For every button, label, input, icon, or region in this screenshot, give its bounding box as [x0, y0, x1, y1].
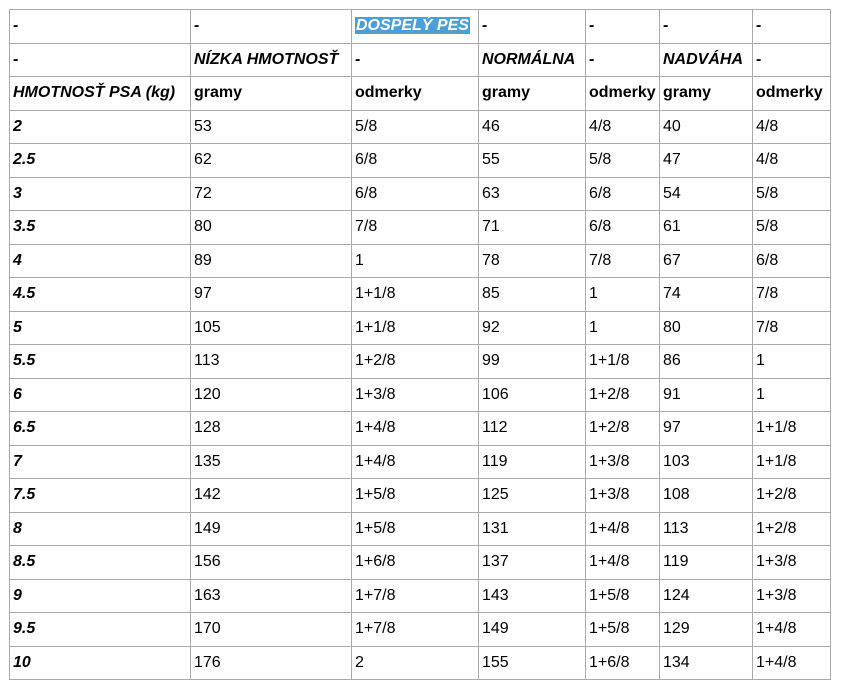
table-cell: 142 — [191, 479, 352, 513]
table-cell: 62 — [191, 144, 352, 178]
table-cell: 1+2/8 — [586, 412, 660, 446]
table-cell: 163 — [191, 579, 352, 613]
dog-weight-cell: 2.5 — [10, 144, 191, 178]
table-cell: 1+1/8 — [753, 412, 831, 446]
table-cell: 1+3/8 — [753, 546, 831, 580]
table-cell: 89 — [191, 244, 352, 278]
table-cell: 1+4/8 — [753, 613, 831, 647]
table-cell: 106 — [479, 378, 586, 412]
header-row — [10, 10, 831, 44]
table-row — [10, 110, 831, 144]
table-row — [10, 445, 831, 479]
header-row — [10, 77, 831, 111]
table-cell: 143 — [479, 579, 586, 613]
table-cell: 46 — [479, 110, 586, 144]
table-cell: 53 — [191, 110, 352, 144]
table-cell: 135 — [191, 445, 352, 479]
section-title-highlight — [352, 10, 479, 44]
table-cell: 149 — [191, 512, 352, 546]
header-cell: - — [586, 10, 660, 44]
table-cell: 1+1/8 — [352, 278, 479, 312]
table-cell: 97 — [191, 278, 352, 312]
header-cell: gramy — [191, 77, 352, 111]
table-cell: 1+3/8 — [586, 479, 660, 513]
table-cell: 1+2/8 — [753, 512, 831, 546]
table-cell: 5/8 — [586, 144, 660, 178]
table-cell: 1+6/8 — [586, 646, 660, 680]
table-cell: 1+1/8 — [586, 345, 660, 379]
table-cell: 1+4/8 — [586, 546, 660, 580]
header-cell: - — [586, 43, 660, 77]
table-cell: 156 — [191, 546, 352, 580]
table-cell: 1+3/8 — [586, 445, 660, 479]
table-cell: 119 — [479, 445, 586, 479]
table-cell: 1+3/8 — [753, 579, 831, 613]
table-cell: 40 — [660, 110, 753, 144]
table-cell: 1+7/8 — [352, 613, 479, 647]
table-cell: 6/8 — [586, 177, 660, 211]
table-cell: 155 — [479, 646, 586, 680]
header-cell: - — [660, 10, 753, 44]
table-cell: 129 — [660, 613, 753, 647]
table-cell: 1 — [753, 345, 831, 379]
header-cell: odmerky — [753, 77, 831, 111]
table-cell: 4/8 — [753, 144, 831, 178]
table-cell: 85 — [479, 278, 586, 312]
table-cell: 7/8 — [753, 278, 831, 312]
header-cell: NADVÁHA — [660, 43, 753, 77]
table-cell: 125 — [479, 479, 586, 513]
table-cell: 80 — [660, 311, 753, 345]
table-cell: 1+4/8 — [586, 512, 660, 546]
table-cell: 170 — [191, 613, 352, 647]
header-row — [10, 43, 831, 77]
table-cell: 86 — [660, 345, 753, 379]
table-row — [10, 177, 831, 211]
table-row — [10, 646, 831, 680]
table-cell: 1+4/8 — [352, 412, 479, 446]
table-cell: 149 — [479, 613, 586, 647]
header-cell: NORMÁLNA — [479, 43, 586, 77]
dog-weight-cell: 2 — [10, 110, 191, 144]
dog-weight-cell: 4 — [10, 244, 191, 278]
table-cell: 1+1/8 — [352, 311, 479, 345]
table-cell: 2 — [352, 646, 479, 680]
header-cell: - — [10, 43, 191, 77]
table-row — [10, 144, 831, 178]
dog-weight-cell: 3.5 — [10, 211, 191, 245]
table-cell: 71 — [479, 211, 586, 245]
header-cell: - — [753, 10, 831, 44]
table-row — [10, 579, 831, 613]
header-cell: - — [479, 10, 586, 44]
header-cell: gramy — [479, 77, 586, 111]
table-cell: 113 — [191, 345, 352, 379]
table-cell: 1+5/8 — [352, 512, 479, 546]
table-cell: 1+7/8 — [352, 579, 479, 613]
dog-weight-cell: 7.5 — [10, 479, 191, 513]
table-cell: 1+4/8 — [753, 646, 831, 680]
table-cell: 5/8 — [753, 211, 831, 245]
table-row — [10, 211, 831, 245]
dog-weight-cell: 8.5 — [10, 546, 191, 580]
table-cell: 74 — [660, 278, 753, 312]
table-row — [10, 345, 831, 379]
table-cell: 91 — [660, 378, 753, 412]
table-row — [10, 479, 831, 513]
table-row — [10, 278, 831, 312]
table-cell: 4/8 — [753, 110, 831, 144]
table-cell: 113 — [660, 512, 753, 546]
dog-weight-cell: 6.5 — [10, 412, 191, 446]
header-cell: HMOTNOSŤ PSA (kg) — [10, 77, 191, 111]
table-cell: 92 — [479, 311, 586, 345]
dog-weight-cell: 5.5 — [10, 345, 191, 379]
table-cell: 119 — [660, 546, 753, 580]
table-cell: 1+2/8 — [352, 345, 479, 379]
dog-weight-cell: 4.5 — [10, 278, 191, 312]
table-row — [10, 613, 831, 647]
table-cell: 131 — [479, 512, 586, 546]
table-cell: 6/8 — [352, 177, 479, 211]
table-row — [10, 378, 831, 412]
table-cell: 7/8 — [352, 211, 479, 245]
table-cell: 55 — [479, 144, 586, 178]
table-cell: 124 — [660, 579, 753, 613]
table-cell: 1+1/8 — [753, 445, 831, 479]
table-cell: 47 — [660, 144, 753, 178]
dog-weight-cell: 7 — [10, 445, 191, 479]
table-row — [10, 412, 831, 446]
dog-weight-cell: 8 — [10, 512, 191, 546]
table-cell: 72 — [191, 177, 352, 211]
table-cell: 6/8 — [586, 211, 660, 245]
table-row — [10, 244, 831, 278]
header-cell: odmerky — [586, 77, 660, 111]
table-cell: 67 — [660, 244, 753, 278]
header-cell: odmerky — [352, 77, 479, 111]
table-cell: 61 — [660, 211, 753, 245]
table-cell: 103 — [660, 445, 753, 479]
feeding-table — [9, 9, 831, 680]
table-cell: 5/8 — [352, 110, 479, 144]
header-cell: - — [352, 43, 479, 77]
table-cell: 78 — [479, 244, 586, 278]
header-cell: - — [753, 43, 831, 77]
table-cell: 120 — [191, 378, 352, 412]
table-cell: 112 — [479, 412, 586, 446]
table-cell: 4/8 — [586, 110, 660, 144]
dog-weight-cell: 6 — [10, 378, 191, 412]
table-cell: 5/8 — [753, 177, 831, 211]
table-row — [10, 546, 831, 580]
table-cell: 63 — [479, 177, 586, 211]
table-cell: 97 — [660, 412, 753, 446]
table-cell: 134 — [660, 646, 753, 680]
table-cell: 1 — [352, 244, 479, 278]
table-cell: 1 — [753, 378, 831, 412]
table-row — [10, 512, 831, 546]
table-cell: 176 — [191, 646, 352, 680]
feeding-table-body — [10, 10, 831, 680]
header-cell: gramy — [660, 77, 753, 111]
table-cell: 1+4/8 — [352, 445, 479, 479]
table-cell: 1+2/8 — [753, 479, 831, 513]
table-cell: 1+2/8 — [586, 378, 660, 412]
header-cell: - — [191, 10, 352, 44]
dog-weight-cell: 3 — [10, 177, 191, 211]
section-title: DOSPELÝ PES — [356, 17, 469, 35]
header-cell: NÍZKA HMOTNOSŤ — [191, 43, 352, 77]
dog-weight-cell: 9.5 — [10, 613, 191, 647]
table-cell: 6/8 — [352, 144, 479, 178]
table-cell: 1 — [586, 278, 660, 312]
table-cell: 1 — [586, 311, 660, 345]
table-cell: 1+5/8 — [352, 479, 479, 513]
table-cell: 1+3/8 — [352, 378, 479, 412]
table-cell: 99 — [479, 345, 586, 379]
table-cell: 54 — [660, 177, 753, 211]
table-cell: 1+5/8 — [586, 613, 660, 647]
table-cell: 7/8 — [586, 244, 660, 278]
table-cell: 108 — [660, 479, 753, 513]
table-cell: 137 — [479, 546, 586, 580]
table-row — [10, 311, 831, 345]
table-cell: 80 — [191, 211, 352, 245]
table-cell: 6/8 — [753, 244, 831, 278]
dog-weight-cell: 5 — [10, 311, 191, 345]
table-cell: 1+5/8 — [586, 579, 660, 613]
table-cell: 105 — [191, 311, 352, 345]
dog-weight-cell: 9 — [10, 579, 191, 613]
table-cell: 1+6/8 — [352, 546, 479, 580]
dog-weight-cell: 10 — [10, 646, 191, 680]
table-cell: 7/8 — [753, 311, 831, 345]
header-cell: - — [10, 10, 191, 44]
table-cell: 128 — [191, 412, 352, 446]
